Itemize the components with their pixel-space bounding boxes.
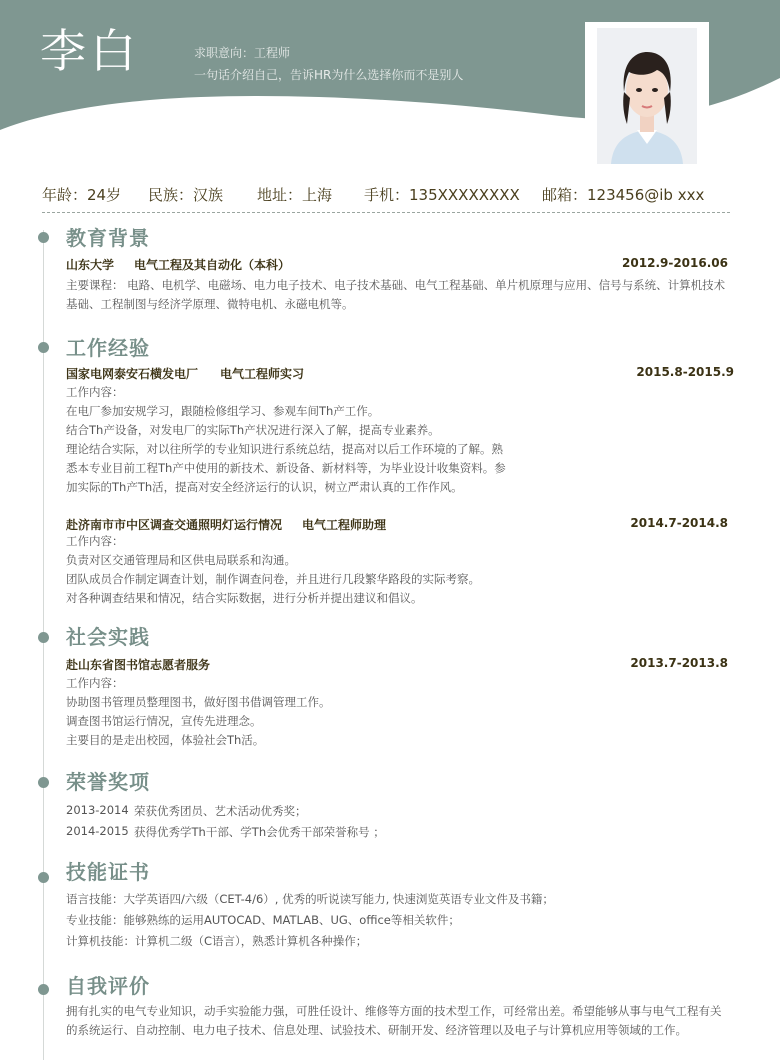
major-name: 电气工程及其自动化（本科）	[134, 258, 291, 272]
section-title-skills: 技能证书	[66, 860, 150, 884]
job-line: 负责对区交通管理局和区供电局联系和沟通。	[66, 553, 296, 567]
self-intro-line: 一句话介绍自己，告诉HR为什么选择你而不是别人	[194, 68, 464, 82]
job-line: 悉本专业目前工程Th产中使用的新技术、新设备、新材料等，为毕业设计收集资料。参	[66, 461, 506, 475]
section-dot	[38, 342, 49, 353]
section-dot	[38, 872, 49, 883]
info-age: 年龄：24岁	[42, 186, 122, 204]
job-line: 工作内容：	[66, 534, 124, 548]
section-title-honors: 荣誉奖项	[66, 770, 150, 794]
social-entry	[66, 656, 728, 673]
info-email: 邮箱：123456@ib xxx	[542, 186, 705, 204]
skill-line: 计算机技能：计算机二级（C语言），熟悉计算机各种操作；	[66, 934, 368, 948]
social-date: 2013.7-2013.8	[630, 656, 728, 670]
school-name: 山东大学	[66, 258, 115, 272]
job-line: 理论结合实际，对以往所学的专业知识进行系统总结，提高对以后工作环境的了解。熟	[66, 442, 503, 456]
job-line: 团队成员合作制定调查计划，制作调查问卷，并且进行几段繁华路段的实际考察。	[66, 572, 480, 586]
section-dot	[38, 777, 49, 788]
info-ethnicity: 民族：汉族	[148, 186, 224, 204]
skill-line: 专业技能：能够熟练的运用AUTOCAD、MATLAB、UG、office等相关软件；	[66, 913, 460, 927]
job-intent: 求职意向：工程师	[194, 46, 291, 60]
award-text: 荣获优秀团员、艺术活动优秀奖；	[134, 804, 307, 818]
job-date: 2015.8-2015.9	[636, 365, 734, 379]
personal-info-row	[42, 184, 742, 206]
job-entry	[66, 516, 728, 533]
job-line: 在电厂参加安规学习，跟随检修组学习、参观车间Th产工作。	[66, 404, 380, 418]
section-title-education: 教育背景	[66, 226, 150, 250]
info-divider	[42, 212, 730, 213]
social-org: 赴山东省图书馆志愿者服务	[66, 658, 211, 672]
job-line: 工作内容：	[66, 385, 124, 399]
self-evaluation-text: 拥有扎实的电气专业知识，动手实验能力强，可胜任设计、维修等方面的技术型工作，可经常出差。希望能够从事与电气工程有关的系统运行、自动控制、电力电子技术、信息处理、试验技术、研制开发、经济管理以及电子与计算机应用等领域的工作。	[66, 1004, 722, 1037]
job-line: 加实际的Th产Th活，提高对安全经济运行的认识，树立严肃认真的工作作风。	[66, 480, 463, 494]
job-role: 电气工程师助理	[302, 518, 387, 532]
section-title-self: 自我评价	[66, 974, 150, 998]
social-line: 主要目的是走出校园，体验社会Th活。	[66, 733, 265, 747]
job-company: 国家电网泰安石横发电厂	[66, 367, 199, 381]
job-line: 对各种调查结果和情况，结合实际数据，进行分析并提出建议和倡议。	[66, 591, 423, 605]
skill-line: 语言技能：大学英语四/六级（CET-4/6）, 优秀的听说读写能力, 快速浏览英语专业文件及书籍；	[66, 892, 554, 906]
section-title-work: 工作经验	[66, 336, 150, 360]
award-text: 获得优秀学Th干部、学Th会优秀干部荣誉称号 ；	[134, 825, 385, 839]
job-company: 赴济南市市中区调查交通照明灯运行情况	[66, 518, 283, 532]
info-phone: 手机：135XXXXXXXX	[364, 186, 520, 204]
profile-photo	[597, 28, 697, 164]
section-title-social: 社会实践	[66, 625, 150, 649]
job-role: 电气工程师实习	[220, 367, 305, 381]
job-line: 结合Th产设备，对发电厂的实际Th产状况进行深入了解，提高专业素养。	[66, 423, 440, 437]
job-entry	[66, 365, 734, 382]
education-courses: 主要课程： 电路、电机学、电磁场、电力电子技术、电子技术基础、电气工程基础、单片机原理与应用、信号与系统、计算机技术基础、工程制图与经济学原理、微特电机、永磁电机等。	[66, 278, 726, 311]
social-line: 调查图书馆运行情况，宣传先进理念。	[66, 714, 262, 728]
info-address: 地址：上海	[257, 186, 333, 204]
award-year: 2013-2014	[66, 803, 129, 817]
candidate-name: 李白	[40, 24, 140, 78]
section-dot	[38, 632, 49, 643]
job-date: 2014.7-2014.8	[630, 516, 728, 530]
social-line: 工作内容：	[66, 676, 124, 690]
section-dot	[38, 984, 49, 995]
section-dot	[38, 232, 49, 243]
timeline-line	[43, 230, 44, 1060]
education-entry	[66, 256, 728, 273]
social-line: 协助图书管理员整理图书，做好图书借调管理工作。	[66, 695, 331, 709]
education-date: 2012.9-2016.06	[622, 256, 728, 270]
award-year: 2014-2015	[66, 824, 129, 838]
